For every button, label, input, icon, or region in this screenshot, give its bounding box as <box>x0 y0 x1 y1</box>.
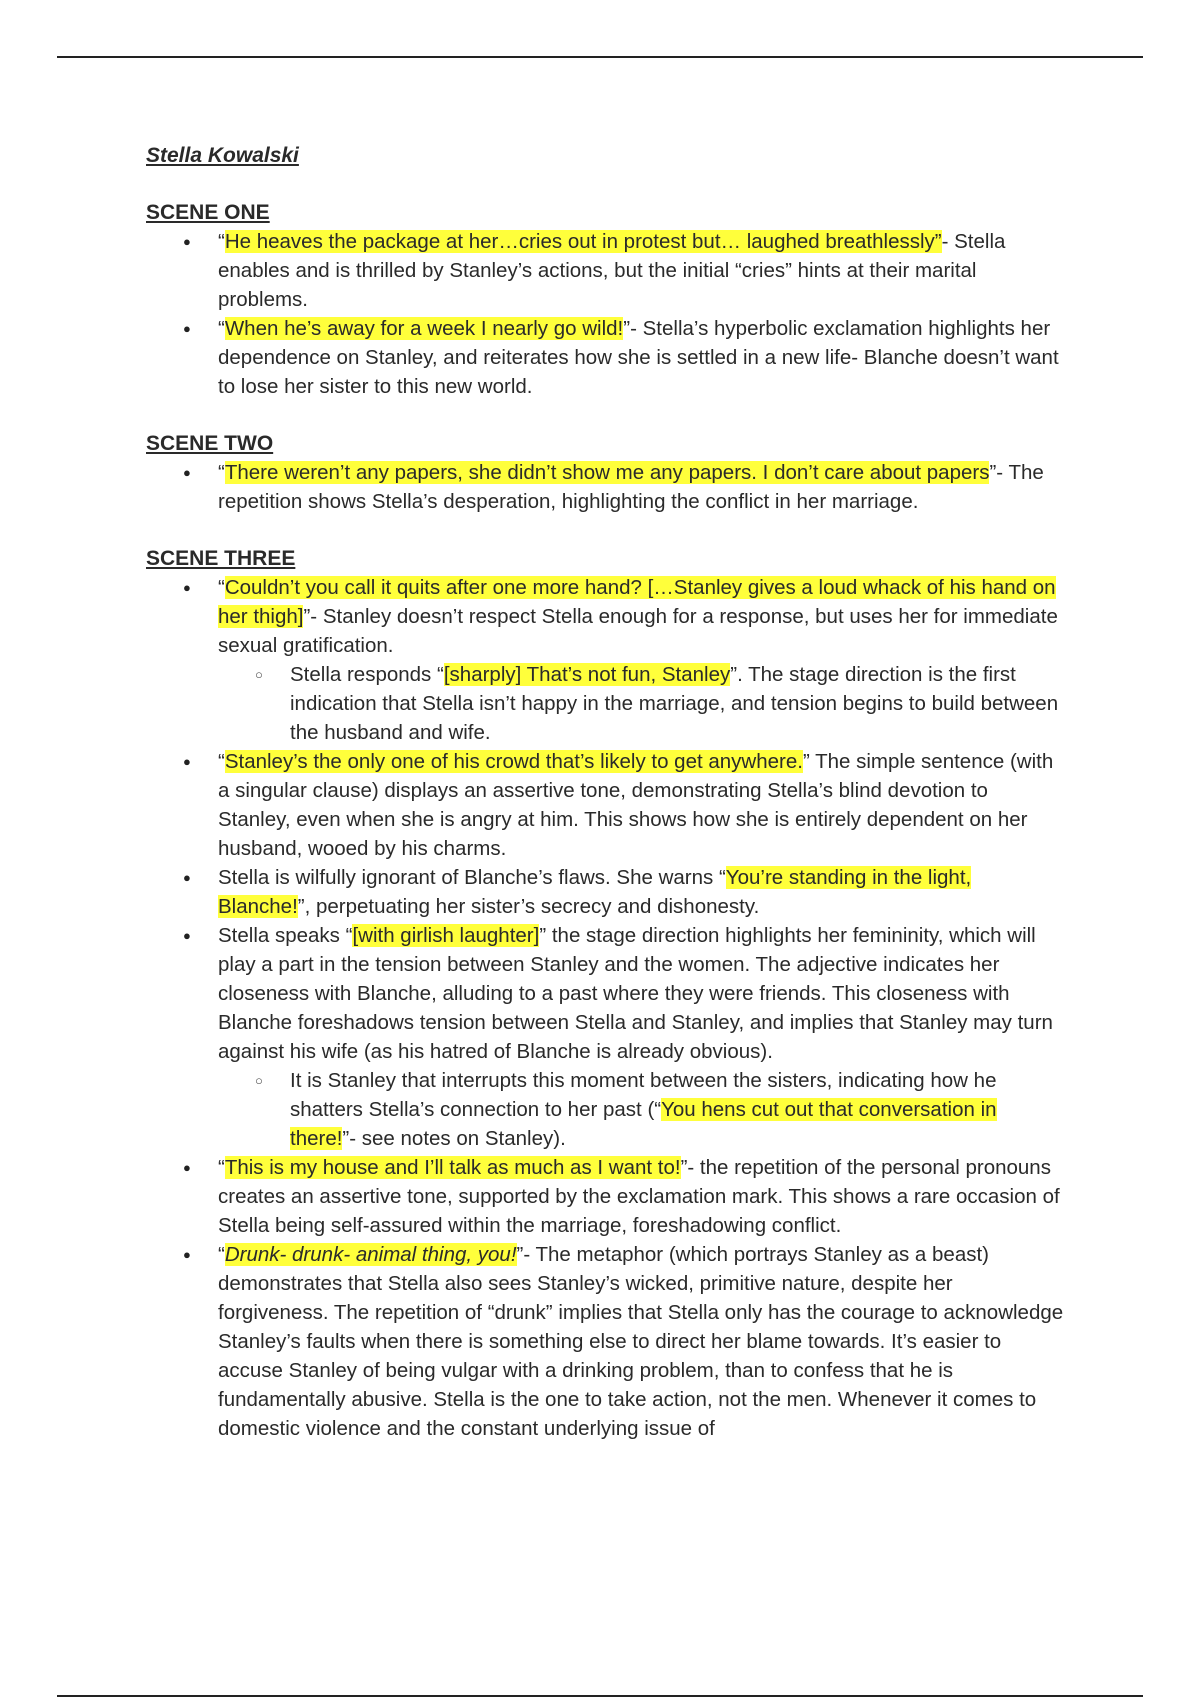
highlighted-quote: This is my house and I’ll talk as much as I want to! <box>224 1156 681 1179</box>
bullet-item <box>218 1240 1066 1443</box>
highlighted-quote: When he’s away for a week I nearly go wild! <box>224 317 624 340</box>
scene-section <box>146 429 1066 516</box>
bullet-item <box>218 921 1066 1153</box>
note-text: ”, perpetuating her sister’s secrecy and dishonesty. <box>297 895 760 918</box>
page-bottom-rule <box>57 1695 1143 1697</box>
bullet-list <box>146 573 1066 1443</box>
highlighted-quote: [with girlish laughter] <box>352 924 540 947</box>
note-text: ”- The metaphor (which portrays Stanley as a beast) demonstrates that Stella also sees Stanley’s wicked, primitive nature, despite her forgiveness. The repetition of “drunk” implies that Stella only has the courage to acknowledge Stanley’s faults when there is something else to direct her blame towards. It’s easier to accuse Stanley of being vulgar with a drinking problem, than to confess that he is fundamentally abusive. Stella is the one to take action, not the men. Whenever it comes to domestic violence and the constant underlying issue of <box>218 1243 1064 1440</box>
note-text: “ <box>218 230 225 253</box>
bullet-item <box>218 573 1066 747</box>
scene-heading: SCENE ONE <box>146 201 270 224</box>
note-text: Stella speaks “ <box>218 924 353 947</box>
note-text: ”- Stanley doesn’t respect Stella enough for a response, but uses her for immediate sexual gratification. <box>218 605 1058 657</box>
note-text: ” The simple sentence (with a singular clause) displays an assertive tone, demonstrating Stella’s blind devotion to Stanley, even when she is angry at him. This shows how she is entirely dependent on her husband, wooed by his charms. <box>218 750 1054 860</box>
note-text: ”- see notes on Stanley). <box>342 1127 566 1150</box>
bullet-item <box>218 458 1066 516</box>
bullet-item <box>218 863 1066 921</box>
note-text: “ <box>218 1156 225 1179</box>
note-text: “ <box>218 1243 225 1266</box>
bullet-list <box>146 227 1066 401</box>
highlighted-quote: You’re standing in the light, Blanche! <box>218 866 972 918</box>
note-text: ” the stage direction highlights her femininity, which will play a part in the tension between Stanley and the women. The adjective indicates her closeness with Blanche, alluding to a past where they were friends. This closeness with Blanche foreshadows tension between Stella and Stanley, and implies that Stanley may turn against his wife (as his hatred of Blanche is already obvious). <box>218 924 1053 1063</box>
page-top-rule <box>57 56 1143 58</box>
highlighted-quote: There weren’t any papers, she didn’t show me any papers. I don’t care about papers <box>224 461 990 484</box>
document-title: Stella Kowalski <box>146 144 299 167</box>
bullet-list <box>146 458 1066 516</box>
sub-bullet-item <box>290 660 1066 747</box>
sub-bullet-list <box>218 1066 1066 1153</box>
highlighted-quote: You hens cut out that conversation in there! <box>290 1098 997 1150</box>
document-body <box>146 141 1066 1471</box>
note-text: “ <box>218 750 225 773</box>
bullet-item <box>218 227 1066 314</box>
note-text: Stella responds “ <box>290 663 444 686</box>
highlighted-quote: Stanley’s the only one of his crowd that’s likely to get anywhere. <box>224 750 803 773</box>
scene-section <box>146 544 1066 1443</box>
scene-heading: SCENE THREE <box>146 547 296 570</box>
note-text: Stella is wilfully ignorant of Blanche’s flaws. She warns “ <box>218 866 726 889</box>
highlighted-quote: He heaves the package at her…cries out in protest but… laughed breathlessly” <box>224 230 942 253</box>
bullet-item <box>218 747 1066 863</box>
highlighted-quote: [sharply] That’s not fun, Stanley <box>443 663 731 686</box>
note-text: “ <box>218 461 225 484</box>
sub-bullet-item <box>290 1066 1066 1153</box>
note-text: It is Stanley that interrupts this moment between the sisters, indicating how he shatters Stella’s connection to her past (“ <box>290 1069 997 1121</box>
scene-list <box>146 198 1066 1443</box>
note-text: ”- The repetition shows Stella’s desperation, highlighting the conflict in her marriage. <box>218 461 1044 513</box>
note-text: ”- Stella’s hyperbolic exclamation highlights her dependence on Stanley, and reiterates how she is settled in a new life- Blanche doesn’t want to lose her sister to this new world. <box>218 317 1059 398</box>
bullet-item <box>218 314 1066 401</box>
note-text: - Stella enables and is thrilled by Stanley’s actions, but the initial “cries” hints at their marital problems. <box>218 230 1006 311</box>
highlighted-quote: Couldn’t you call it quits after one more hand? […Stanley gives a loud whack of his hand on her thigh] <box>218 576 1056 628</box>
note-text: ”- the repetition of the personal pronouns creates an assertive tone, supported by the exclamation mark. This shows a rare occasion of Stella being self-assured within the marriage, foreshadowing conflict. <box>218 1156 1060 1237</box>
sub-bullet-list <box>218 660 1066 747</box>
note-text: “ <box>218 576 225 599</box>
scene-heading: SCENE TWO <box>146 432 274 455</box>
note-text: ”. The stage direction is the first indication that Stella isn’t happy in the marriage, and tension begins to build between the husband and wife. <box>290 663 1059 744</box>
note-text: “ <box>218 317 225 340</box>
bullet-item <box>218 1153 1066 1240</box>
highlighted-quote: Drunk- drunk- animal thing, you! <box>224 1243 517 1266</box>
scene-section <box>146 198 1066 401</box>
